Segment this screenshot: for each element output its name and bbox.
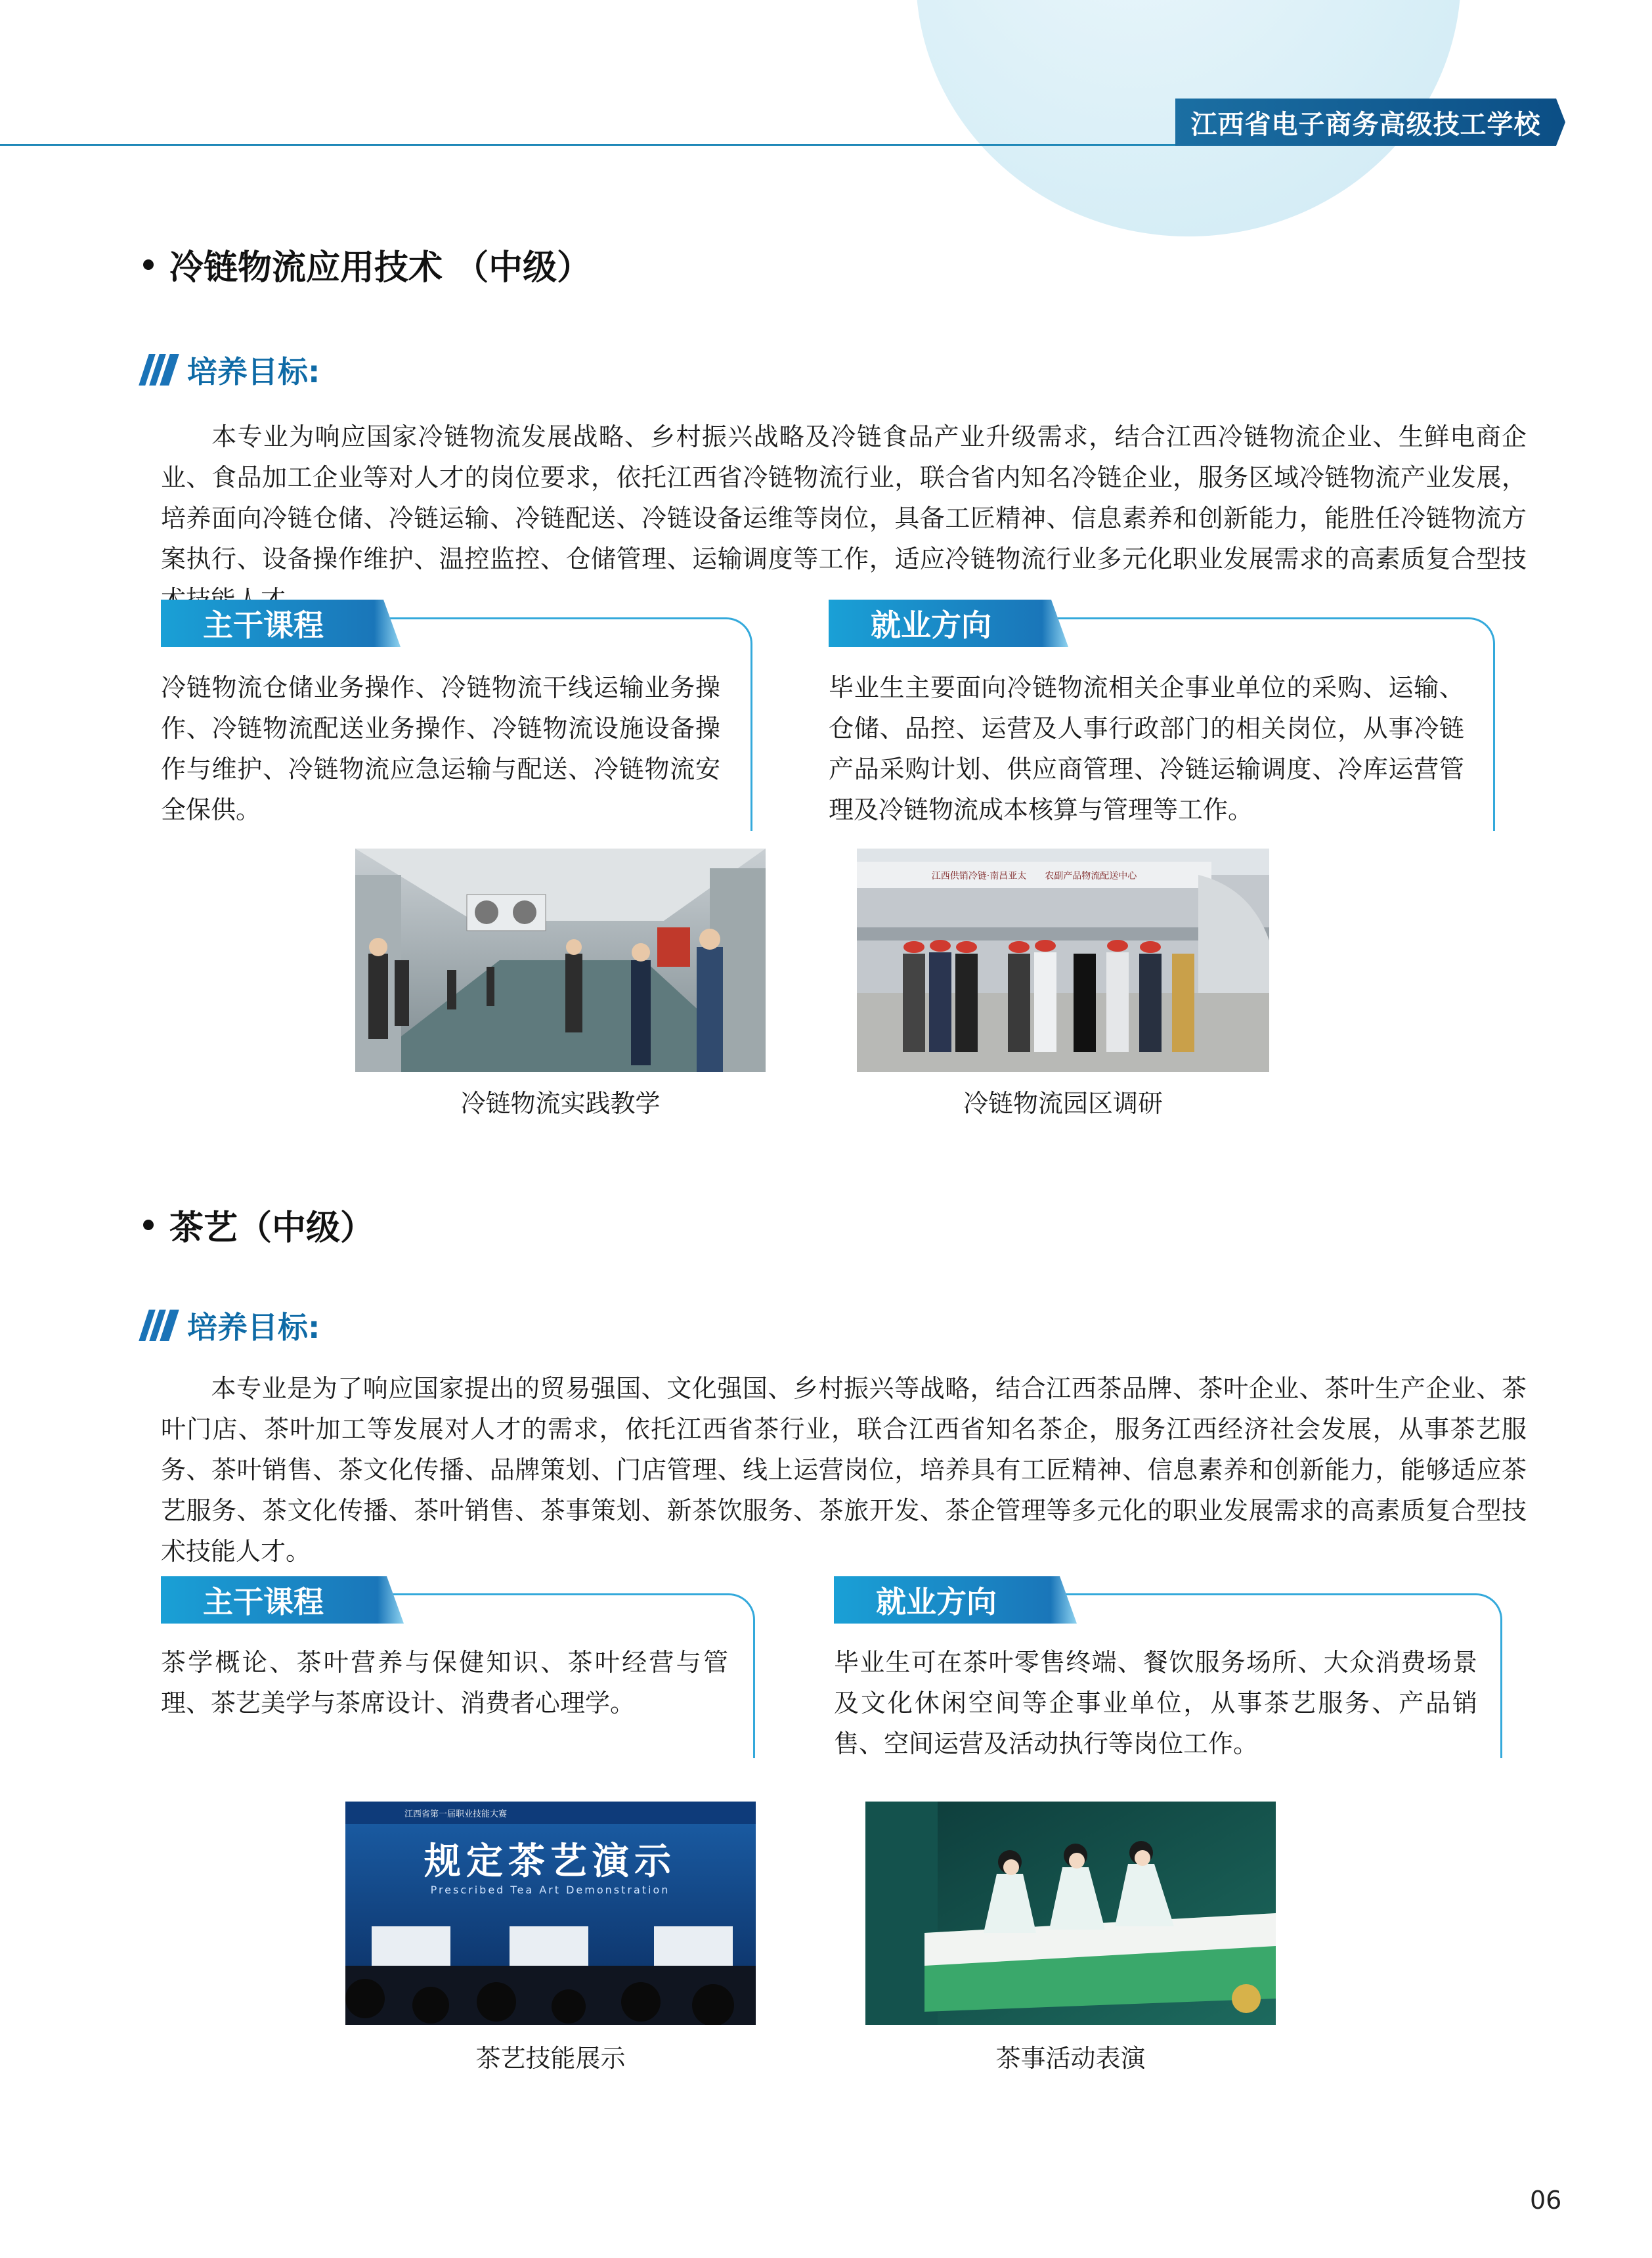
section-title-cold-chain: 冷链物流应用技术 （中级） [143, 240, 591, 289]
goal-paragraph: 本专业是为了响应国家提出的贸易强国、文化强国、乡村振兴等战略，结合江西茶品牌、茶叶企业、茶叶生产企业、茶叶门店、茶叶加工等发展对人才的需求，依托江西省茶行业，联合江西省知名茶企，服务江西经济社会发展，从事茶艺服务、茶叶销售、茶文化传播、品牌策划、门店管理、线上运营岗位，培养具有工匠精神、信息素养和创新能力，能够适应茶艺服务、茶文化传播、茶叶销售、茶事策划、新茶饮服务、茶旅开发、茶企管理等多元化的职业发展需求的高素质复合型技术技能人才。 [161, 1374, 1527, 1566]
bullet-icon [143, 1220, 154, 1230]
bullet-icon [143, 259, 154, 270]
photo-cold-chain-practice [355, 849, 766, 1072]
jobs-text: 毕业生可在茶叶零售终端、餐饮服务场所、大众消费场景及文化休闲空间等企事业单位，从事茶艺服务、产品销售、空间运营及活动执行等岗位工作。 [834, 1648, 1477, 1758]
courses-text: 冷链物流仓储业务操作、冷链物流干线运输业务操作、冷链物流配送业务操作、冷链物流设施设备操作与维护、冷链物流应急运输与配送、冷链物流安全保供。 [161, 673, 720, 824]
goal-paragraph: 本专业为响应国家冷链物流发展战略、乡村振兴战略及冷链食品产业升级需求，结合江西冷链物流企业、生鲜电商企业、食品加工企业等对人才的岗位要求，依托江西省冷链物流行业，联合省内知名冷链企业，服务区域冷链物流产业发展，培养面向冷链仓储、冷链运输、冷链配送、冷链设备运维等岗位，具备工匠精神、信息素养和创新能力，能胜任冷链物流方案执行、设备操作维护、温控监控、仓储管理、运输调度等工作，适应冷链物流行业多元化职业发展需求的高素质复合型技 [161, 422, 1527, 573]
photo-cold-chain-park [857, 849, 1269, 1072]
goal-heading: 培养目标: [141, 1304, 320, 1347]
tea-banner-main: 规定茶艺演示 [424, 1840, 676, 1883]
caption-tea-event: 茶事活动表演 [995, 2044, 1146, 2073]
park-sign-text: 江西供销冷链·南昌亚太 农副产品物流配送中心 [931, 871, 1137, 881]
book-stripes-icon [141, 354, 175, 386]
section-title-tea-art: 茶艺（中级） [143, 1200, 374, 1249]
school-name-badge [1175, 99, 1556, 146]
caption-cold-chain-park: 冷链物流园区调研 [963, 1089, 1163, 1118]
goal-heading: 培养目标: [141, 348, 320, 391]
courses-tab: 主干课程 [161, 600, 374, 647]
photo-tea-event [865, 1802, 1276, 2025]
courses-tab: 主干课程 [161, 1576, 378, 1624]
school-name: 江西省电子商务高级技工学校 [1190, 109, 1541, 140]
page-number: 06 [1530, 2186, 1562, 2215]
tea-banner-sub: Prescribed Tea Art Demonstration [430, 1884, 670, 1896]
caption-cold-chain-practice: 冷链物流实践教学 [460, 1089, 661, 1118]
tea-banner-top: 江西省第一届职业技能大赛 [404, 1809, 508, 1819]
caption-tea-art-skill: 茶艺技能展示 [475, 2044, 626, 2073]
photo-tea-art-skill [345, 1802, 756, 2025]
jobs-tab: 就业方向 [829, 600, 1042, 647]
courses-text: 茶学概论、茶叶营养与保健知识、茶叶经营与管理、茶艺美学与茶席设计、消费者心理学。 [161, 1648, 728, 1717]
jobs-text: 毕业生主要面向冷链物流相关企事业单位的采购、运输、仓储、品控、运营及人事行政部门的相关岗位，从事冷链产品采购计划、供应商管理、冷链运输调度、冷库运营管理及冷链物流成本核算与管理等工作。 [829, 673, 1464, 824]
jobs-tab: 就业方向 [834, 1576, 1051, 1624]
book-stripes-icon [141, 1310, 175, 1341]
